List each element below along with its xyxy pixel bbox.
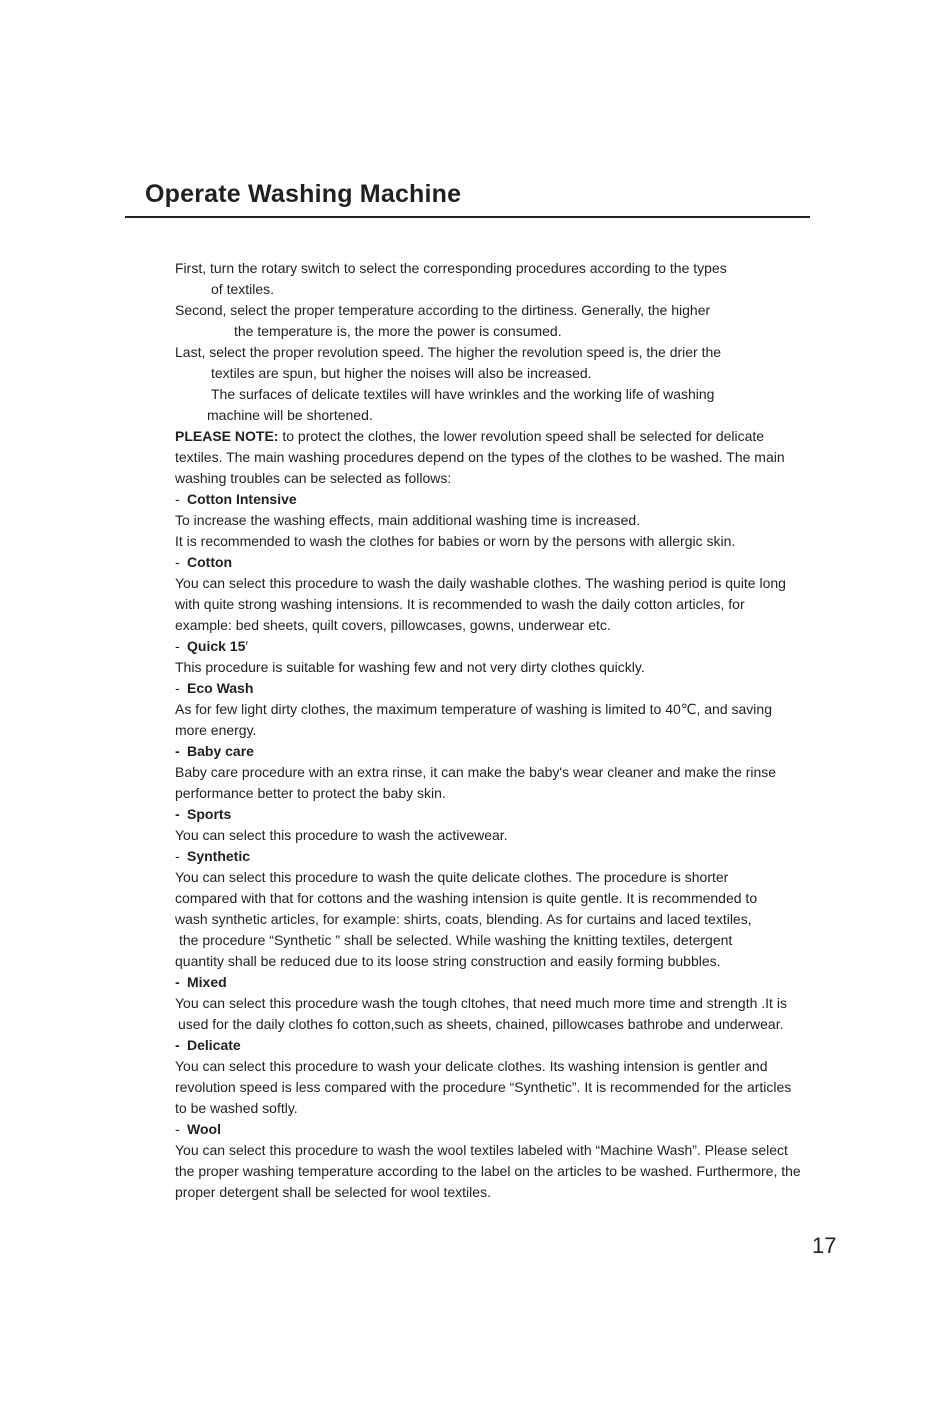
- bullet-dash: -: [175, 680, 180, 696]
- intro-line: machine will be shortened.: [207, 407, 373, 423]
- intro-line: Second, select the proper temperature according to the dirtiness. Generally, the higher: [175, 302, 711, 318]
- program-description-line: with quite strong washing intensions. It is recommended to wash the daily cotton articles, for: [175, 596, 745, 612]
- program-description-line: example: bed sheets, quilt covers, pillowcases, gowns, underwear etc.: [175, 617, 611, 633]
- program-description-line: performance better to protect the baby skin.: [175, 785, 446, 801]
- content: [175, 258, 825, 1203]
- program-description-line: used for the daily clothes fo cotton,such as sheets, chained, pillowcases bathrobe and underwear.: [178, 1016, 784, 1032]
- program-description-line: You can select this procedure to wash the daily washable clothes. The washing period is quite long: [175, 575, 786, 591]
- program-heading: [175, 846, 825, 867]
- program-heading: [175, 972, 825, 993]
- page-title: Operate Washing Machine: [145, 180, 462, 208]
- program-description-line: to be washed softly.: [175, 1100, 298, 1116]
- program-heading: [175, 741, 825, 762]
- note-section: [175, 426, 825, 489]
- bullet-dash: -: [175, 974, 180, 990]
- intro-line: the temperature is, the more the power is consumed.: [234, 323, 562, 339]
- program-description-line: You can select this procedure wash the tough cltohes, that need much more time and strength .It is: [175, 995, 787, 1011]
- program-heading: [175, 552, 825, 573]
- program-description-line: You can select this procedure to wash your delicate clothes. Its washing intension is gentler and: [175, 1058, 768, 1074]
- note-line: [175, 426, 825, 447]
- note-label: PLEASE NOTE:: [175, 428, 279, 444]
- program-name: Cotton Intensive: [187, 491, 297, 507]
- program-cotton-intensive: [175, 489, 825, 552]
- program-mixed: [175, 972, 825, 1035]
- bullet-dash: -: [175, 806, 180, 822]
- program-description-line: wash synthetic articles, for example: shirts, coats, blending. As for curtains and laced textiles,: [175, 911, 752, 927]
- program-description-line: compared with that for cottons and the washing intension is quite gentle. It is recommended to: [175, 890, 758, 906]
- program-name: Cotton: [187, 554, 233, 570]
- program-description-line: This procedure is suitable for washing few and not very dirty clothes quickly.: [175, 659, 645, 675]
- program-description-line: As for few light dirty clothes, the maximum temperature of washing is limited to 40℃, and saving: [175, 701, 772, 717]
- program-description-line: You can select this procedure to wash the wool textiles labeled with “Machine Wash”. Please select: [175, 1142, 788, 1158]
- note-text: to protect the clothes, the lower revolution speed shall be selected for delicate: [282, 428, 765, 444]
- program-name: Synthetic: [187, 848, 251, 864]
- program-heading: [175, 804, 825, 825]
- program-cotton: [175, 552, 825, 636]
- program-heading: [175, 678, 825, 699]
- program-synthetic: [175, 846, 825, 972]
- program-heading: [175, 1035, 825, 1056]
- program-description-line: revolution speed is less compared with the procedure “Synthetic”. It is recommended for the articles: [175, 1079, 792, 1095]
- program-heading: [175, 489, 825, 510]
- program-description-line: proper detergent shall be selected for wool textiles.: [175, 1184, 491, 1200]
- program-description-line: quantity shall be reduced due to its loose string construction and easily forming bubbles.: [175, 953, 721, 969]
- intro-section: [175, 258, 825, 426]
- program-description-line: You can select this procedure to wash the activewear.: [175, 827, 508, 843]
- bullet-dash: -: [175, 554, 180, 570]
- program-name: Delicate: [187, 1037, 241, 1053]
- bullet-dash: -: [175, 491, 180, 507]
- program-name: Sports: [187, 806, 232, 822]
- intro-line: The surfaces of delicate textiles will have wrinkles and the working life of washing: [211, 386, 715, 402]
- program-heading: [175, 1119, 825, 1140]
- program-description-line: To increase the washing effects, main additional washing time is increased.: [175, 512, 641, 528]
- program-name: Mixed: [187, 974, 227, 990]
- bullet-dash: -: [175, 1121, 180, 1137]
- note-line: washing troubles can be selected as follows:: [175, 470, 452, 486]
- program-wool: [175, 1119, 825, 1203]
- bullet-dash: -: [175, 848, 180, 864]
- program-heading: [175, 636, 825, 657]
- bullet-dash: -: [175, 743, 180, 759]
- program-eco-wash: [175, 678, 825, 741]
- program-description-line: It is recommended to wash the clothes for babies or worn by the persons with allergic skin.: [175, 533, 736, 549]
- program-baby-care: [175, 741, 825, 804]
- minute-mark: ′: [245, 638, 248, 654]
- program-name: Quick 15: [187, 638, 246, 654]
- intro-line: of textiles.: [211, 281, 275, 297]
- program-description-line: Baby care procedure with an extra rinse, it can make the baby's wear cleaner and make the rinse: [175, 764, 777, 780]
- program-name: Eco Wash: [187, 680, 254, 696]
- intro-line: First, turn the rotary switch to select the corresponding procedures according to the types: [175, 260, 727, 276]
- bullet-dash: -: [175, 638, 180, 654]
- program-sports: [175, 804, 825, 846]
- program-description-line: more energy.: [175, 722, 257, 738]
- program-description-line: You can select this procedure to wash the quite delicate clothes. The procedure is shorter: [175, 869, 729, 885]
- program-name: Baby care: [187, 743, 254, 759]
- intro-line: Last, select the proper revolution speed. The higher the revolution speed is, the drier the: [175, 344, 722, 360]
- bullet-dash: -: [175, 1037, 180, 1053]
- program-quick-15: [175, 636, 825, 678]
- program-description-line: the proper washing temperature according to the label on the articles to be washed. Furthermore, the: [175, 1163, 801, 1179]
- page-number: 17: [812, 1233, 837, 1258]
- intro-line: textiles are spun, but higher the noises will also be increased.: [211, 365, 592, 381]
- program-description-line: the procedure “Synthetic ” shall be selected. While washing the knitting textiles, detergent: [179, 932, 733, 948]
- title-divider: [125, 216, 810, 218]
- program-delicate: [175, 1035, 825, 1119]
- note-line: textiles. The main washing procedures depend on the types of the clothes to be washed. The main: [175, 449, 785, 465]
- program-name: Wool: [187, 1121, 221, 1137]
